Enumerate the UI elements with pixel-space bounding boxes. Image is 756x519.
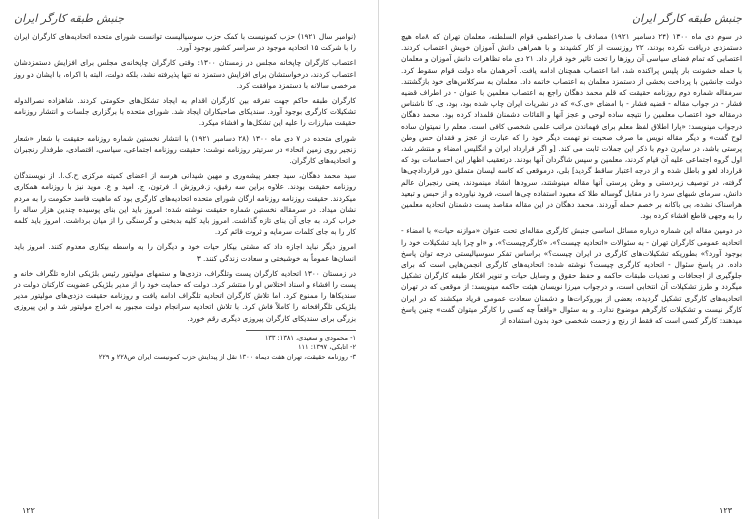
page-number: ۱۲۳ — [719, 506, 732, 515]
paragraph: شورای متحده در ۷ دی ماه ۱۳۰۰ (۲۸ دسامبر ۱۹۲۱) با انتشار نخستین شماره روزنامه حقیقت با شعار «شعار زنجیر روی زمین اتحاد» در سرتیتر روزنامه نوشت: حقیقت روزنامه اجتماعی، سیاسی، اقتصادی، طرفدار رنجبران و اتحادیه‌های کارگران. — [14, 133, 356, 166]
paragraph: امروز دیگر نباید اجازه داد که مشتی بیکار حیات خود و دیگران را به واسطه بیکاری معدوم کنند. امروز باید انسان‌ها عموماً به خوشبختی و سعادت زندگی کنند. ۳ — [14, 242, 356, 263]
paragraph: (نوامبر سال ۱۹۲۱) حزب کمونیست با کمک حزب سوسیالیست توانست شورای متحده اتحادیه‌های کارگران ایران را با شرکت ۱۵ اتحادیه موجود در سراسر کشور بوجود آورد. — [14, 32, 357, 53]
right-page — [378, 0, 756, 519]
footnote-divider — [246, 330, 356, 331]
paragraph: سید محمد دهگان، سید جعفر پیشه‌وری و مهین شیدانی هرسه از اعضای کمیته مرکزی ح.ک.ا. از نویسندگان روزنامه حقیقت بودند. علاوه براین سه رفیق، ز.فروزش ا. فرتون، ج. امید و ع. موید نیز با روزنامه همکاری میکردند. حقیقت روزنامه روزنامه ارگان شورای متحده اتحادیه‌های کارگری بود که ماهیت فاسد حکومت را به مردم نشان میداد. در سرمقاله نخستین شماره حقیقت نوشته شده: امروز باید این بنای پوسیده چندین هزار ساله را خراب کرد، به جای آن بنای تازه گذاشت. امروز باید کلیه بدبختی و گرسنگی را از میان برداشت. امروز باید کلمه کار را به جای کلمات سرمایه و ثروت قائم کرد. — [14, 171, 356, 237]
footnote: ۳- روزنامه حقیقت، تهران هفت دیماه ۱۳۰۰ نقل از پیدایش حزب کمونیست ایران ص۲۲۸ و ۲۲۹ — [98, 352, 356, 361]
running-header: جنبش طبقه کارگر ایران — [14, 12, 125, 25]
paragraph: در زمستان ۱۳۰۰ اتحادیه کارگران پست وتلگراف، دزدی‌ها و ستمهای مولیتور رئیس بلژیکی اداره تلگراف خانه و پست را افشاء و اسناد اختلاس او را منتشر کرد. دولت که حمایت خود را از مدیر بلژیکی عضویت کارکنان دولت در سندیکاها را ممنوع کرد. اما تلاش کارگران اتحادیه تلگراف ادامه یافت و روزنامه حقیقت دزدی‌های مولیتور مدیر بلژیکی تلگرافخانه را کاملاً فاش کرد. با تلاش اتحادیه سرانجام دولت مجبور به اخراج مولیتور شد و این پیروزی بزرگی برای سندیکای کارگران پیروزی دیگری رقم خورد. — [14, 268, 356, 323]
page-number: ۱۲۲ — [22, 506, 35, 515]
paragraph: کارگران طبقه حاکم جهت تفرقه بین کارگران اقدام به ایجاد تشکل‌های حکومتی کردند. شاهزاده نصرالدوله تشکیلات کارگری بوجود آورد. سندیکای صاحبکاران ایجاد شد. شورای متحده با برگزاری جلسات و انتشار روزنامه حقیقت مبارزات را علیه این تشکل‌ها و افشاء میکرد. — [14, 96, 356, 128]
running-header: جنبش طبقه کارگر ایران — [631, 12, 742, 25]
paragraph: اعتصاب کارگران چاپخانه مجلس در زمستان ۱۳۰۰: وقتی کارگران چاپخانه‌ی مجلس برای افزایش دستمزدشان اعتصاب کردند، درخواستشان برای افزایش دستمزد نه تنها پذیرفته نشد، بلکه دولت، البته با اکراه، با ایشان دو روز مرخصی سالانه با دستمزد موافقت کرد. — [14, 58, 356, 90]
paragraph: در سوم دی ماه ۱۳۰۰ (۲۴ دسامبر ۱۹۲۱) مصادف با صدراعظمی قوام السلطنه، معلمان تهران که ۸ماه هیچ دستمزدی دریافت نکرده بودند، ۲۲ روزنست از کار کشیدند و با همراهی دانش آموزان خویش اعتصاب کردند. اعتصابی که تمام فضای سیاسی آن روزها را تحت تاثیر خود قرار داد. ۲۱ دی ماه تظاهرات دانش آموزان و معلمان با حمله خشونت بار پلیس پراکنده شد، اما اعتصاب همچنان ادامه یافت. آخرهمان ماه دولت قوام سقوط کرد. دولت جانشین با پرداخت بخشی از دستمزد معلمان به اعتصاب خاتمه داد. معلمان به سرکلاس‌های خود بازگشتند. سرمقاله شماره دوم روزنامه حقیقت که قلم محمد دهگان راجع به اعتصاب معلمین با عنوان - در اطراف قضیه فشار - در جواب مقاله - قضیه فشار - با امضای «ی.ک» که در نشریات ایران چاپ شده بود، بود، ی. کا ناشناس درمقاله خود اعتصاب معلمین را نتیجه ساده لوحی و عجز آنها و القائات دشمنان قلمداد کرده بود. محمد دهگان درجواب مینویسد: «پارا اطلاق لفظ معلم برای فهماندن مراتب علمی شخصی کافی است. معلم را نمیتوان ساده لوح گفت» و دیگر مقاله نویس ما صرف صحبت نو تهمت دیگر خود را که عبارت از عجز و فقدان حس وطن پرستی باشد، در سایرن دوم با ذکر این جملات ثابت می کند. [و اگر قرارداد ایران و انگلیس امضاء و منتشر شد، اول گروه اجتماعی علیه آن قیام کردند، معلمین و سپس شاگردان آنها بودند. درتعقیب اظهار این احساسات بود که قرارداد لغو و باطل شده و از درجه اعتبار ساقط گردید] بلی، درموقعی که کاسه لیسان متملق دور قراردادچی‌ها گرفته، در توصیف زبردستی و وطن پرستی آنها مقاله مینوشتند، سرودها انشاد مینمودند، یعنی رنجبران عالم دانش، سرمای شبهای سرد را در مقابل گوساله طلا که معبود استفاده چی‌ها است، فرود نیاورده و از حبس و تبعید هراسناک نشده، بی باکانه بر خصم حمله آوردند. محمد دهگان در این مقاله مقاصد پست دشمنان اتحادیه معلمین را به وجهی قاطع افشاء کرده بود. — [401, 32, 743, 221]
paragraph: در دومین مقاله این شماره درباره مسائل اساسی جنبش کارگری مقاله‌ای تحت عنوان «موازنه حیات» با امضاء - اتحادیه عمومی کارگران تهران - به سئوالات «اتحادیه چیست؟»، «کارگرچیست؟»، و «او چرا باید تشکیلات خود را بوجود آورد؟» بطوریکه تشکیلات‌های کارگری در ایران چیست؟» براساس تفکر سوسیالیستی درجه توان پاسخ داده. در پاسخ سئوال - اتحادیه کارگری چیست؟ نوشته شده: اتحادیه‌های کارگری انجمن‌هایی است که برای جلوگیری از اجحافات و تعدیات طبقات حاکمه و حفظ حقوق و وسایل حیات و تنویر افکار طبقه کارگران تشکیل میگردد و طرز تشکیلات آن انتخابی است، و درجواب میرزا نویسان هیئت حاکمه مینویسد: از موقعی که در تهران اتحادیه‌های کارگری تشکیل گردیده، بعضی از بوروکرات‌ها و دشمنان سعادت عمومی فریاد میکشند که در ایران کارگر نیست و تشکیلات کارگرهم موضوع ندارد. و به سئوال «واقعاً چه کسی را کارگر میتوان گفت» چنین پاسخ میدهند: کارگر کسی است که فقط از رنج و زحمت شخصی خود بدون استفاده از — [401, 226, 742, 326]
footnote: ۲- اتابکی، ۱۳۹۷: ۱۱۱ — [297, 343, 356, 352]
footnote: ۱- محمودی و سعیدی، ۱۳۸۱: ۱۳۳ — [264, 333, 356, 342]
